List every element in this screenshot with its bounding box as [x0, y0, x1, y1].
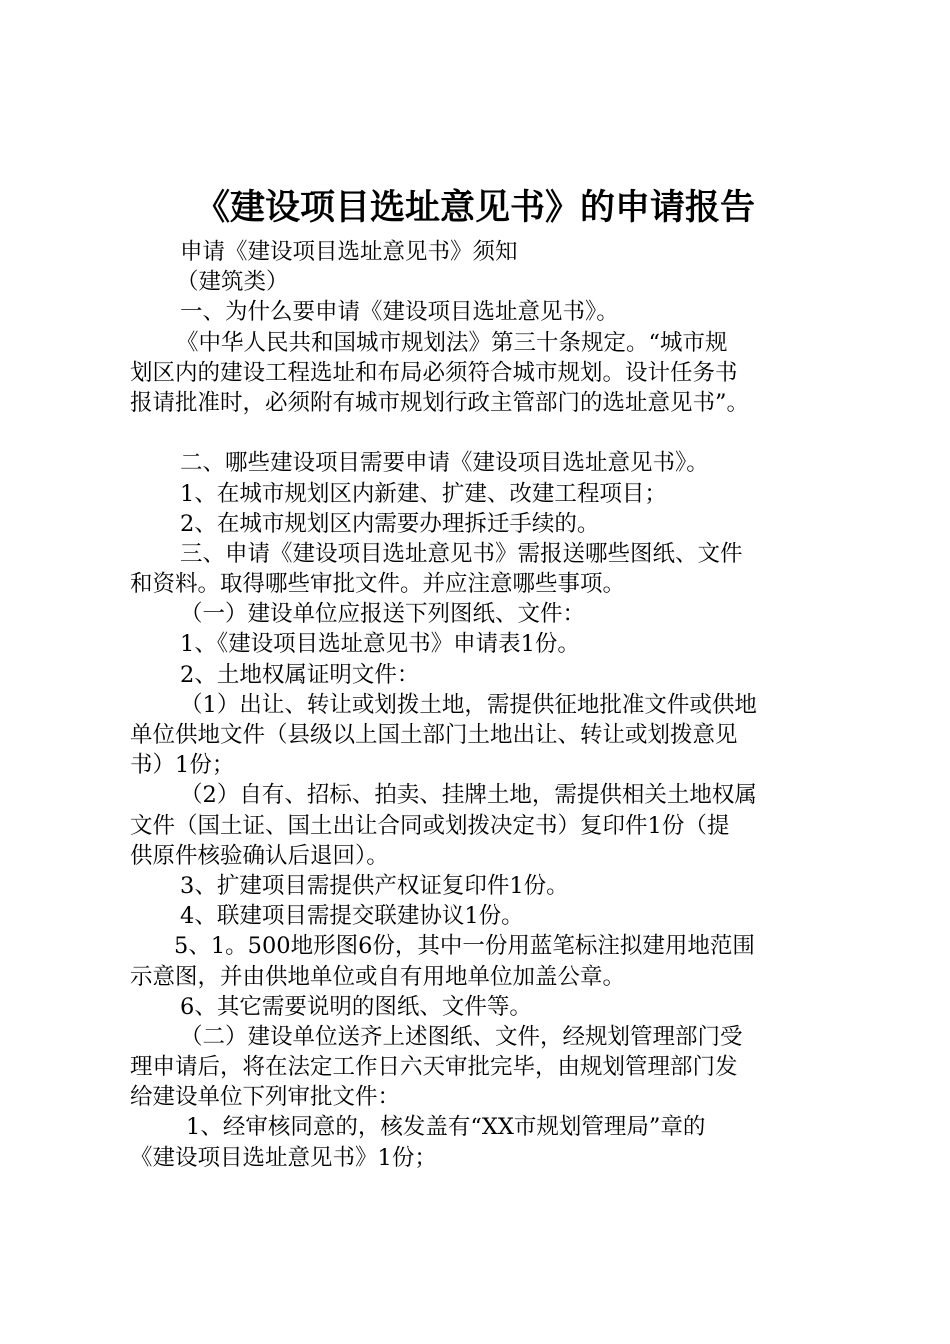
text-line: 1、在城市规划区内新建、扩建、改建工程项目；	[180, 480, 667, 507]
text-line: 二、哪些建设项目需要申请《建设项目选址意见书》。	[180, 450, 709, 477]
text-line: 1、经审核同意的，核发盖有“XX市规划管理局”章的	[186, 1114, 706, 1141]
text-line: 2、土地权属证明文件：	[180, 661, 420, 688]
text-line: 理申请后，将在法定工作日六天审批完毕，由规划管理部门发	[130, 1054, 738, 1081]
text-line: （一）建设单位应报送下列图纸、文件：	[180, 601, 586, 628]
text-line: 5、1。500地形图6份，其中一份用蓝笔标注拟建用地范围	[174, 933, 755, 960]
text-line: 申请《建设项目选址意见书》须知	[180, 239, 518, 265]
text-line: 报请批准时，必须附有城市规划行政主管部门的选址意见书”。	[130, 389, 750, 416]
text-line: 供原件核验确认后退回）。	[130, 842, 389, 869]
text-line: （二）建设单位送齐上述图纸、文件，经规划管理部门受	[180, 1023, 743, 1050]
text-line: （1）出让、转让或划拨土地，需提供征地批准文件或供地	[180, 691, 757, 718]
blank-line	[130, 418, 835, 448]
text-line: 单位供地文件（县级以上国土部门土地出让、转让或划拨意见	[130, 722, 738, 748]
text-line: 书）1份；	[130, 752, 235, 779]
text-line: 6、其它需要说明的图纸、文件等。	[180, 993, 532, 1020]
text-line: 和资料。取得哪些审批文件。并应注意哪些事项。	[130, 571, 626, 598]
text-line: 《建设项目选址意见书》1份；	[130, 1144, 437, 1171]
document-title: 《建设项目选址意见书》的申请报告	[194, 188, 755, 228]
text-line: 划区内的建设工程选址和布局必须符合城市规划。设计任务书	[130, 359, 738, 386]
text-line: （建筑类）	[176, 269, 289, 296]
document-body	[130, 237, 835, 1173]
text-line: 三、申请《建设项目选址意见书》需报送哪些图纸、文件	[180, 540, 743, 567]
text-line: （2）自有、招标、拍卖、挂牌土地，需提供相关土地权属	[180, 782, 757, 809]
text-line: 3、扩建项目需提供产权证复印件1份。	[180, 872, 569, 899]
text-line: 一、为什么要申请《建设项目选址意见书》。	[180, 299, 619, 326]
text-line: 2、在城市规划区内需要办理拆迁手续的。	[180, 510, 600, 537]
text-line: 4、联建项目需提交联建协议1份。	[180, 903, 524, 930]
text-line: 《中华人民共和国城市规划法》第三十条规定。“城市规	[176, 329, 728, 356]
text-line: 给建设单位下列审批文件：	[130, 1084, 401, 1111]
text-line: 文件（国土证、国土出让合同或划拨决定书）复印件1份（提	[130, 812, 730, 839]
text-line: 示意图，并由供地单位或自有用地单位加盖公章。	[130, 963, 626, 990]
text-line: 1、《建设项目选址意见书》申请表1份。	[180, 631, 580, 658]
